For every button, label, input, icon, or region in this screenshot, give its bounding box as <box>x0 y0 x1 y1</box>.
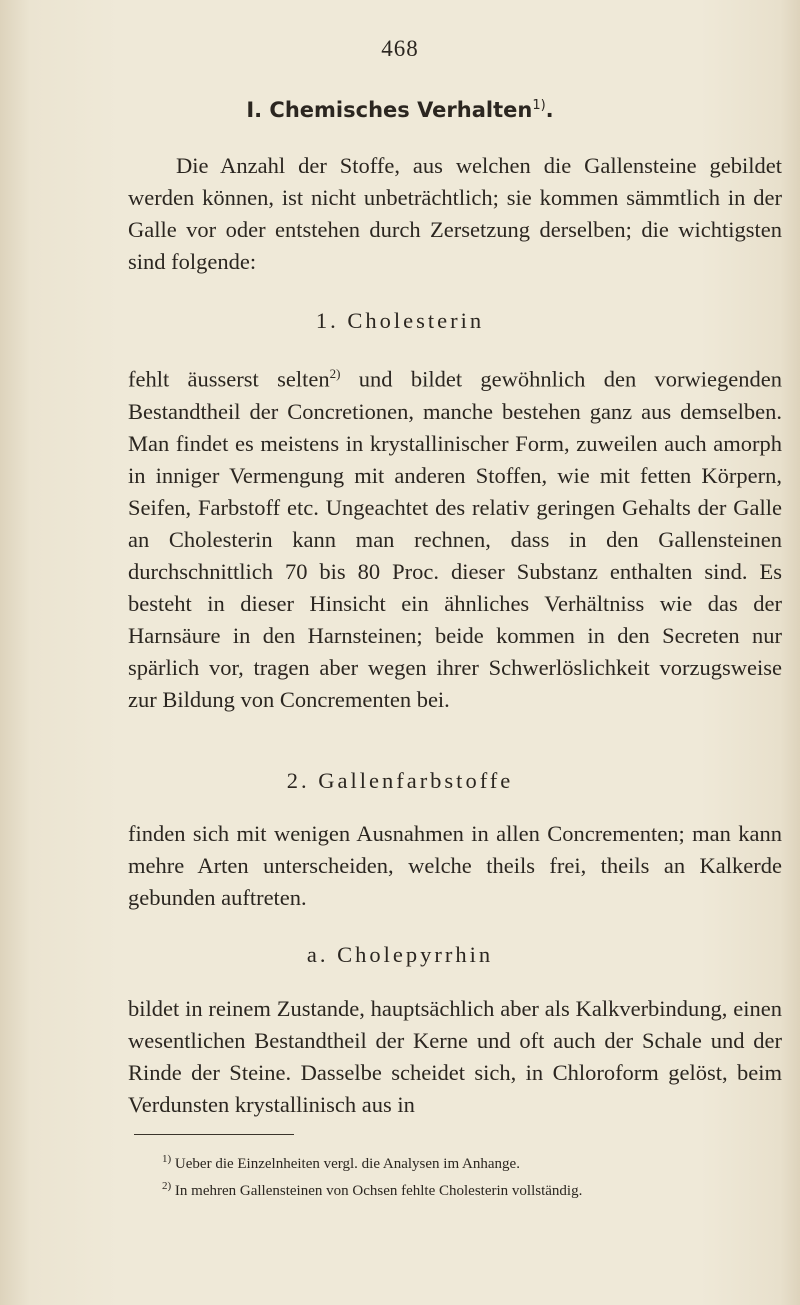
footnote-ref-2: 2) <box>329 366 341 381</box>
footnote-2-text: In mehren Gallensteinen von Ochsen fehlte Cholesterin vollständig. <box>174 1183 583 1199</box>
paragraph-cholepyrrhin: bildet in reinem Zustande, hauptsächlich aber als Kalkverbindung, einen wesentlichen Bestandtheil der Kerne und oft auch der Schale und der Rinde der Steine. Dasselbe scheidet sich, in Chloroform gelöst, beim Verdunsten krystallinisch aus in <box>128 996 782 1117</box>
footnote-ref-1: 1) <box>532 98 546 113</box>
heading-gallenfarbstoffe: 2. Gallenfarbstoffe <box>286 768 514 793</box>
paragraph-cholesterin-start: fehlt äusserst selten <box>128 366 330 392</box>
footnote-2 <box>162 1175 762 1202</box>
heading-cholesterin: 1. Cholesterin <box>315 308 485 333</box>
section-title: I. Chemisches Verhalten$^{1)}$. <box>246 98 554 122</box>
footnote-1 <box>162 1148 762 1175</box>
page-number: 468 <box>381 36 419 61</box>
intro-paragraph: Die Anzahl der Stoffe, aus welchen die Gallensteine gebildet werden können, ist nicht unbeträchtlich; sie kommen sämmtlich in der Galle vor oder entstehen durch Zersetzung derselben; die wichtigsten sind folgende: <box>128 153 782 274</box>
section-title-text: I. Chemisches Verhalten <box>246 98 533 122</box>
footnote-1-mark: 1) <box>162 1153 172 1165</box>
footnote-divider <box>134 1134 294 1135</box>
heading-cholepyrrhin: a. Cholepyrrhin <box>306 942 494 967</box>
paragraph-gallenfarbstoffe: finden sich mit wenigen Ausnahmen in allen Concrementen; man kann mehre Arten unterscheiden, welche theils frei, theils an Kalkerde gebunden auftreten. <box>128 821 782 910</box>
paragraph-cholesterin-rest: und bildet gewöhnlich den vorwiegenden Bestandtheil der Concretionen, manche bestehen ganz aus demselben. Man findet es meistens in krystallinischer Form, zuweilen auch amorph in inniger Vermengung mit anderen Stoffen, wie mit fetten Körpern, Seifen, Farbstoff etc. Ungeachtet des relativ geringen Gehalts der Galle an Cholesterin kann man rechnen, dass in den Gallensteinen durchschnittlich 70 bis 80 Proc. dieser Substanz enthalten sind. Es besteht in dieser Hinsicht ein ähnliches Verhältniss wie das der Harnsäure in den Harnsteinen; beide kommen in den Secreten nur spärlich vor, tragen aber wegen ihrer Schwerlöslichkeit vorzugsweise zur Bildung von Concrementen bei. <box>128 366 782 712</box>
paragraph-cholesterin <box>128 358 782 716</box>
footnote-2-mark: 2) <box>162 1180 172 1192</box>
footnotes <box>162 1148 762 1202</box>
footnote-1-text: Ueber die Einzelnheiten vergl. die Analysen im Anhange. <box>174 1156 520 1172</box>
